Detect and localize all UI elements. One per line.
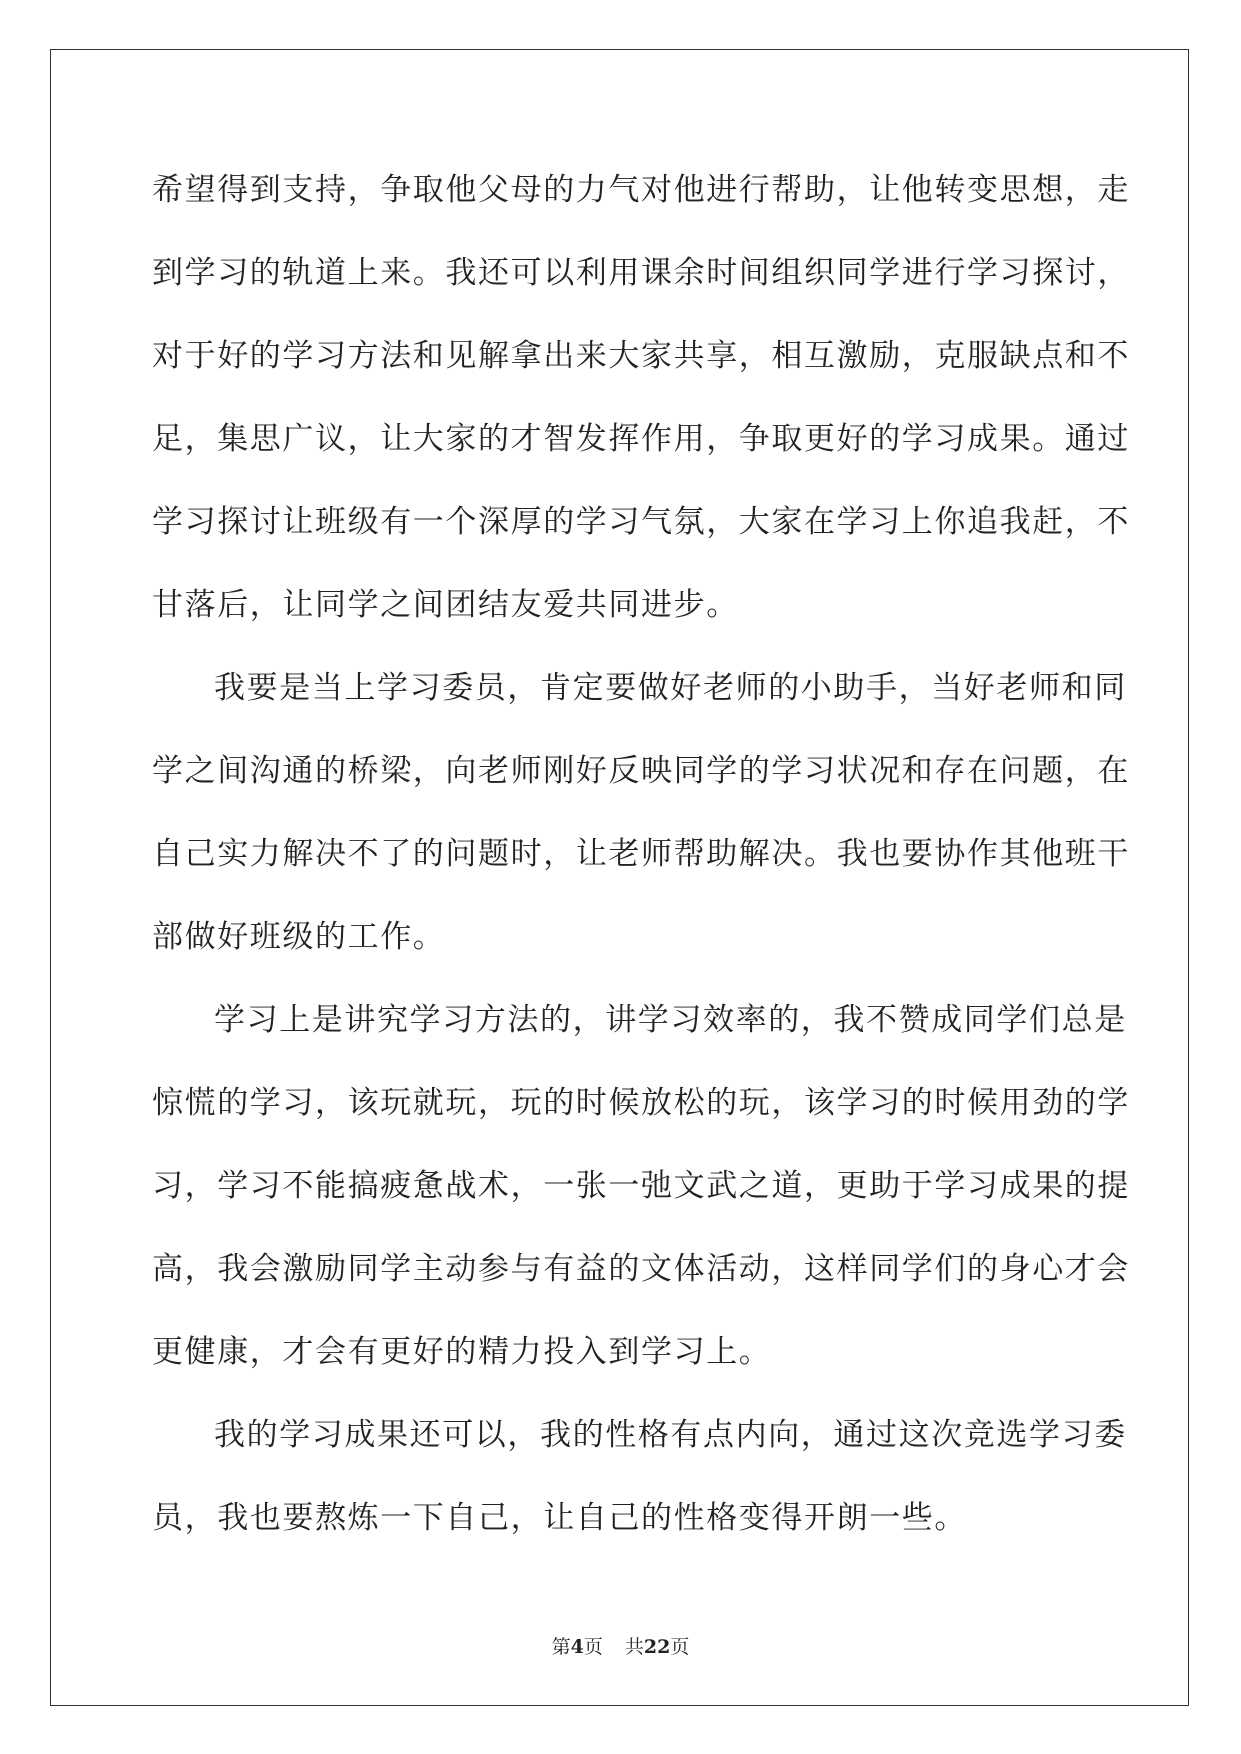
page-number: 4 <box>570 1636 584 1658</box>
paragraph-first-line: 学习上是讲究学习方法的，讲学习效率的，我不赞成同学们总是 <box>214 1002 1127 1038</box>
text-line: 学之间沟通的桥梁，向老师刚好反映同学的学习状况和存在问题，在 <box>152 753 1130 789</box>
text-line: 希望得到支持，争取他父母的力气对他进行帮助，让他转变思想，走 <box>152 172 1130 208</box>
text-line: 到学习的轨道上来。我还可以利用课余时间组织同学进行学习探讨， <box>152 255 1130 291</box>
text-line: 部做好班级的工作。 <box>152 919 446 955</box>
document-body <box>152 155 1130 1566</box>
page-prefix: 第 <box>551 1636 571 1658</box>
total-suffix: 页 <box>670 1636 690 1658</box>
text-line: 足，集思广议，让大家的才智发挥作用，争取更好的学习成果。通过 <box>152 421 1130 457</box>
page-suffix: 页 <box>583 1636 603 1658</box>
text-line: 自己实力解决不了的问题时，让老师帮助解决。我也要协作其他班干 <box>152 836 1130 872</box>
text-line: 高，我会激励同学主动参与有益的文体活动，这样同学们的身心才会 <box>152 1251 1130 1287</box>
text-line: 对于好的学习方法和见解拿出来大家共享，相互激励，克服缺点和不 <box>152 338 1130 374</box>
text-line: 学习探讨让班级有一个深厚的学习气氛，大家在学习上你追我赶，不 <box>152 504 1130 540</box>
total-prefix: 共 <box>624 1636 644 1658</box>
paragraph-first-line: 我的学习成果还可以，我的性格有点内向，通过这次竞选学习委 <box>214 1417 1127 1453</box>
text-line: 习，学习不能搞疲惫战术，一张一弛文武之道，更助于学习成果的提 <box>152 1168 1130 1204</box>
page-footer <box>0 1632 1241 1659</box>
text-line: 更健康，才会有更好的精力投入到学习上。 <box>152 1334 772 1370</box>
text-line: 惊慌的学习，该玩就玩，玩的时候放松的玩，该学习的时候用劲的学 <box>152 1085 1130 1121</box>
total-pages: 22 <box>643 1636 671 1658</box>
text-line: 甘落后，让同学之间团结友爱共同进步。 <box>152 587 739 623</box>
paragraph-first-line: 我要是当上学习委员，肯定要做好老师的小助手，当好老师和同 <box>214 670 1127 706</box>
text-line: 员，我也要熬炼一下自己，让自己的性格变得开朗一些。 <box>152 1500 967 1536</box>
